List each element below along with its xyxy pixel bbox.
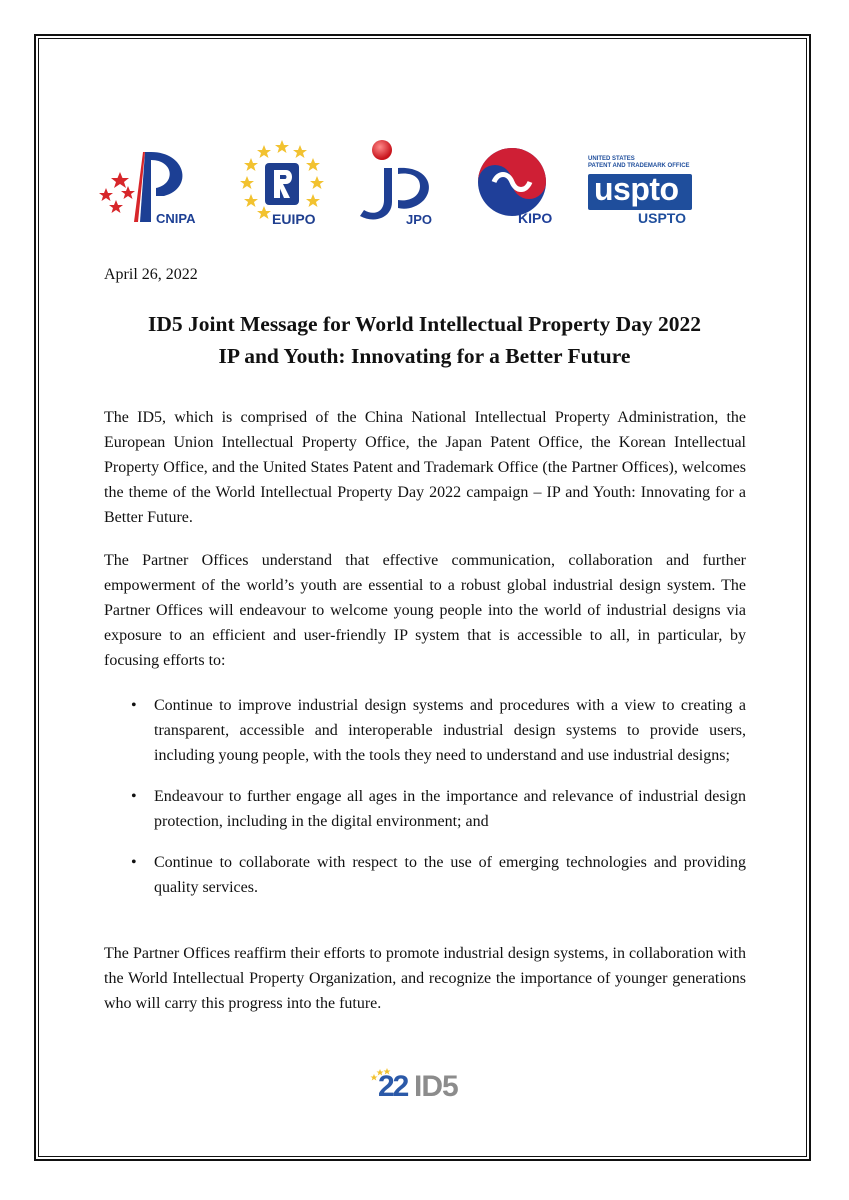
uspto-top-line2: PATENT AND TRADEMARK OFFICE [588,163,690,169]
id5-footer-logo [370,1068,480,1108]
kipo-label: KIPO [518,210,553,226]
jpo-label: JPO [406,212,433,227]
list-item [104,850,746,900]
id5-number: 22 [378,1070,408,1103]
bullet-dot-icon: • [131,788,137,805]
list-item-text: Continue to collaborate with respect to the use of emerging technologies and providing quality services. [154,854,746,896]
list-item-text: Continue to improve industrial design systems and procedures with a view to creating a transparent, accessible and interoperable industrial design systems to provide users, including young people, with the tools they need to understand and use industrial designs; [154,697,746,764]
document-subtitle: IP and Youth: Innovating for a Better Future [218,344,631,368]
jpo-logo [354,138,444,230]
paragraph-commitment: The Partner Offices understand that effective communication, collaboration and further empowerment of the world’s youth are essential to a robust global industrial design system. The Partner Offices will endeavour to welcome young people into the world of industrial designs via exposure to an efficient and user-friendly IP system that is accessible to all, in particular, by focusing efforts to: [104,552,746,669]
paragraph-closing: The Partner Offices reaffirm their efforts to promote industrial design systems, in collaboration with the World Intellectual Property Organization, and recognize the importance of younger generations who will carry this progress into the future. [104,945,746,1012]
uspto-top-line1: UNITED STATES [588,156,635,162]
document-date: April 26, 2022 [104,266,198,283]
euipo-label: EUIPO [272,211,316,227]
bullet-dot-icon: • [131,854,137,871]
uspto-label: USPTO [638,210,686,226]
list-item [104,693,746,768]
list-item [104,784,746,834]
uspto-wordmark: uspto [594,171,679,207]
bullet-dot-icon: • [131,697,137,714]
list-item-text: Endeavour to further engage all ages in the importance and relevance of industrial design protection, including in the digital environment; and [154,788,746,830]
partner-logos [98,138,718,230]
cnipa-label: CNIPA [156,211,196,226]
cnipa-logo [98,138,210,230]
euipo-logo [238,138,328,230]
id5-letters: ID5 [414,1070,458,1103]
kipo-logo [474,138,562,230]
document-title: ID5 Joint Message for World Intellectual Property Day 2022 [148,312,701,336]
uspto-wordmark-box [588,171,692,210]
paragraph-intro: The ID5, which is comprised of the China National Intellectual Property Administration, the European Union Intellectual Property Office, the Japan Patent Office, the Korean Intellectual Property Office, and the United States Patent and Trademark Office (the Partner Offices), welcomes the theme of the World Intellectual Property Day 2022 campaign – IP and Youth: Innovating for a Better Future. [104,409,746,526]
uspto-logo [586,138,706,230]
bullet-list [104,693,746,900]
